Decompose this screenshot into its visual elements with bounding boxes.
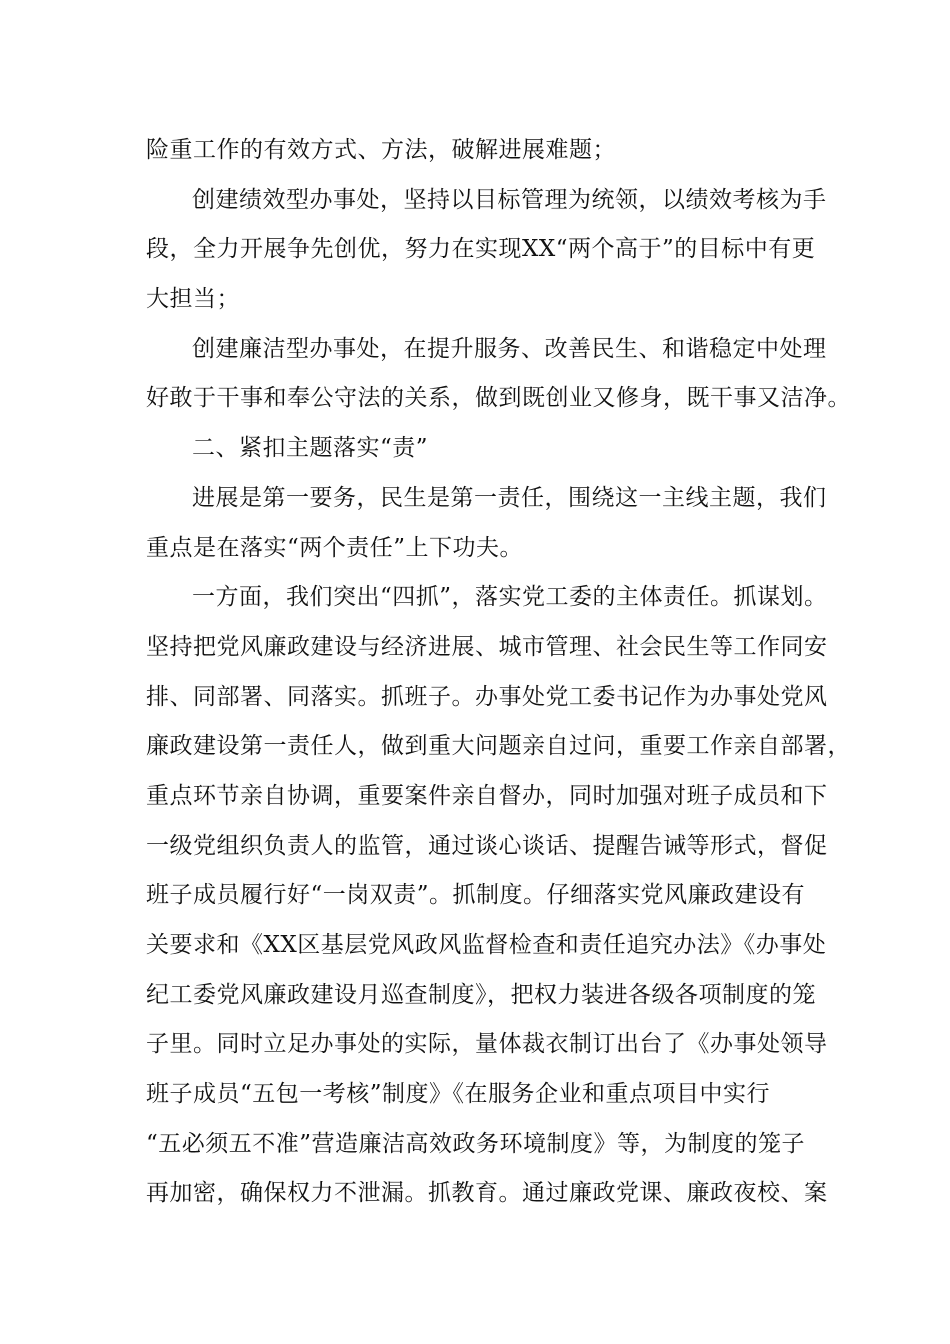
text-line: 坚持把党风廉政建设与经济进展、城市管理、社会民生等工作同安 bbox=[146, 633, 828, 660]
paragraph-start-line: 进展是第一要务，民生是第一责任，围绕这一主线主题，我们 bbox=[192, 484, 827, 511]
text-line: 段，全力开展争先创优，努力在实现XX“两个高于”的目标中有更 bbox=[146, 236, 816, 263]
text-line: 好敢于干事和奉公守法的关系，做到既创业又修身，既干事又洁净。 bbox=[146, 385, 851, 412]
text-line: 班子成员履行好“一岗双责”。抓制度。仔细落实党风廉政建设有 bbox=[146, 882, 806, 909]
text-line: “五必须五不准”营造廉洁高效政务环境制度》等，为制度的笼子 bbox=[146, 1130, 806, 1157]
document-body bbox=[146, 126, 851, 1219]
text-line: 险重工作的有效方式、方法，破解进展难题； bbox=[146, 137, 616, 163]
paragraph-start-line: 一方面，我们突出“四抓”，落实党工委的主体责任。抓谋划。 bbox=[192, 584, 828, 611]
text-line: 排、同部署、同落实。抓班子。办事处党工委书记作为办事处党风 bbox=[146, 683, 828, 710]
text-line: 关要求和《XX区基层党风政风监督检查和责任追究办法》《办事处 bbox=[146, 932, 827, 958]
paragraph-start-line: 创建廉洁型办事处，在提升服务、改善民生、和谐稳定中处理 bbox=[192, 335, 827, 362]
text-line: 班子成员“五包一考核”制度》《在服务企业和重点项目中实行 bbox=[146, 1081, 771, 1108]
text-line: 纪工委党风廉政建设月巡查制度》，把权力装进各级各项制度的笼 bbox=[146, 981, 816, 1008]
text-line: 重点是在落实“两个责任”上下功夫。 bbox=[146, 534, 524, 561]
text-line: 子里。同时立足办事处的实际，量体裁衣制订出台了《办事处领导 bbox=[146, 1031, 828, 1058]
text-line: 重点环节亲自协调，重要案件亲自督办，同时加强对班子成员和下 bbox=[146, 782, 828, 809]
paragraph-start-line: 创建绩效型办事处，坚持以目标管理为统领，以绩效考核为手 bbox=[192, 186, 827, 213]
text-line: 一级党组织负责人的监管，通过谈心谈话、提醒告诫等形式，督促 bbox=[146, 832, 828, 859]
text-line: 再加密，确保权力不泄漏。抓教育。通过廉政党课、廉政夜校、案 bbox=[146, 1180, 828, 1207]
text-line: 廉政建设第一责任人，做到重大问题亲自过问，重要工作亲自部署， bbox=[146, 733, 851, 760]
section-heading: 二、紧扣主题落实“责” bbox=[192, 435, 429, 462]
text-line: 大担当； bbox=[146, 286, 240, 313]
